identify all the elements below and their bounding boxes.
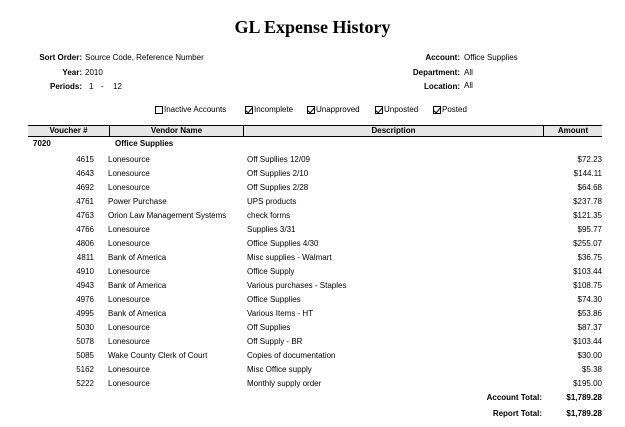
amount-cell: $95.77 [577,225,602,234]
description-cell: Off Supply - BR [247,337,303,346]
amount-cell: $74.30 [577,295,602,304]
filter-unapproved[interactable] [307,105,360,114]
amount-cell: $30.00 [577,351,602,360]
filter-inactive-accounts[interactable] [155,105,226,114]
periods-separator: - [101,82,104,91]
account-total-value: $1,789.28 [566,393,602,402]
table-header [28,125,602,137]
sort-order-label: Sort Order: [39,53,82,62]
vendor-cell: Bank of America [108,253,167,262]
vendor-cell: Lonesource [108,323,150,332]
voucher-cell: 4910 [76,267,94,276]
description-cell: Office Supplies 4/30 [247,239,319,248]
voucher-cell: 4766 [76,225,94,234]
table-row [0,239,625,253]
table-row [0,169,625,183]
year-value: 2010 [85,68,103,77]
description-cell: Various purchases - Staples [247,281,347,290]
voucher-cell: 4615 [76,155,94,164]
filter-unposted[interactable] [375,105,418,114]
department-label: Department: [412,68,460,77]
vendor-cell: Orion Law Management Systems [108,211,227,220]
column-header-amount: Amount [557,126,589,135]
voucher-cell: 5222 [76,379,94,388]
column-header-voucher: Voucher # [28,126,110,136]
amount-cell: $237.78 [573,197,602,206]
filter-label: Incomplete [254,105,294,114]
voucher-cell: 5162 [76,365,94,374]
description-cell: Copies of documentation [247,351,336,360]
description-cell: Off Supllies 12/09 [247,155,311,164]
vendor-cell: Lonesource [108,337,150,346]
periods-to: 12 [113,82,122,91]
department-value: All [464,68,473,77]
group-code: 7020 [33,139,51,148]
table-row [0,379,625,393]
table-row [0,267,625,281]
table-row [0,323,625,337]
filter-label: Unapproved [316,105,360,114]
vendor-cell: Lonesource [108,239,150,248]
table-row [0,225,625,239]
amount-cell: $72.23 [577,155,602,164]
table-row [0,309,625,323]
table-row [0,351,625,365]
vendor-cell: Lonesource [108,295,150,304]
description-cell: Various Items - HT [247,309,314,318]
checkbox-checked-icon [433,106,441,114]
description-cell: Supplies 3/31 [247,225,296,234]
table-row [0,183,625,197]
vendor-cell: Wake County Clerk of Court [108,351,208,360]
voucher-cell: 5085 [76,351,94,360]
filter-posted[interactable] [433,105,467,114]
voucher-cell: 4643 [76,169,94,178]
vendor-cell: Bank of America [108,309,167,318]
account-value: Office Supplies [464,53,518,62]
year-label: Year: [62,68,82,77]
voucher-cell: 4761 [76,197,94,206]
report-title: GL Expense History [234,17,391,37]
description-cell: Misc Office supply [247,365,312,374]
description-cell: Misc supplies - Walmart [247,253,332,262]
amount-cell: $144.11 [573,169,602,178]
amount-cell: $103.44 [573,337,602,346]
checkbox-checked-icon [375,106,383,114]
filter-incomplete[interactable] [245,105,293,114]
vendor-cell: Lonesource [108,365,150,374]
vendor-cell: Power Purchase [108,197,167,206]
amount-cell: $64.68 [577,183,602,192]
description-cell: Office Supplies [247,295,301,304]
voucher-cell: 4943 [76,281,94,290]
location-value: All [464,81,473,90]
vendor-cell: Lonesource [108,379,150,388]
amount-cell: $103.44 [573,267,602,276]
description-cell: Off Supplies [247,323,291,332]
vendor-cell: Lonesource [108,169,150,178]
amount-cell: $255.07 [573,239,602,248]
filter-label: Posted [442,105,467,114]
voucher-cell: 4806 [76,239,94,248]
checkbox-checked-icon [245,106,253,114]
periods-from: 1 [89,82,94,91]
account-total-label: Account Total: [486,393,542,402]
description-cell: UPS products [247,197,297,206]
voucher-cell: 5078 [76,337,94,346]
vendor-cell: Lonesource [108,183,150,192]
checkbox-icon [155,106,163,114]
table-row [0,197,625,211]
voucher-cell: 4692 [76,183,94,192]
table-row [0,365,625,379]
account-label: Account: [425,53,460,62]
group-name: Office Supplies [115,139,174,148]
description-cell: check forms [247,211,291,220]
amount-cell: $108.75 [573,281,602,290]
description-cell: Off Supplies 2/10 [247,169,309,178]
location-label: Location: [424,82,460,91]
vendor-cell: Lonesource [108,267,150,276]
amount-cell: $195.00 [573,379,602,388]
amount-cell: $121.35 [573,211,602,220]
description-cell: Off Supplies 2/28 [247,183,309,192]
periods-label: Periods: [49,82,82,91]
voucher-cell: 4976 [76,295,94,304]
column-header-description: Description [244,126,544,136]
vendor-cell: Bank of America [108,281,167,290]
report-total-value: $1,789.28 [566,409,602,418]
table-row [0,253,625,267]
description-cell: Office Supply [247,267,295,276]
voucher-cell: 4811 [76,253,94,262]
amount-cell: $36.75 [577,253,602,262]
table-row [0,155,625,169]
table-row [0,211,625,225]
voucher-cell: 4995 [76,309,94,318]
sort-order-value: Source Code, Reference Number [85,53,204,62]
amount-cell: $53.86 [577,309,602,318]
filter-label: Unposted [384,105,419,114]
table-row [0,281,625,295]
description-cell: Monthly supply order [247,379,322,388]
checkbox-checked-icon [307,106,315,114]
voucher-cell: 5030 [76,323,94,332]
amount-cell: $87.37 [577,323,602,332]
column-header-vendor: Vendor Name [110,126,244,136]
vendor-cell: Lonesource [108,225,150,234]
amount-cell: $5.38 [581,365,602,374]
vendor-cell: Lonesource [108,155,150,164]
filter-label: Inactive Accounts [164,105,227,114]
table-row [0,337,625,351]
report-total-label: Report Total: [492,409,542,418]
table-row [0,295,625,309]
voucher-cell: 4763 [76,211,94,220]
